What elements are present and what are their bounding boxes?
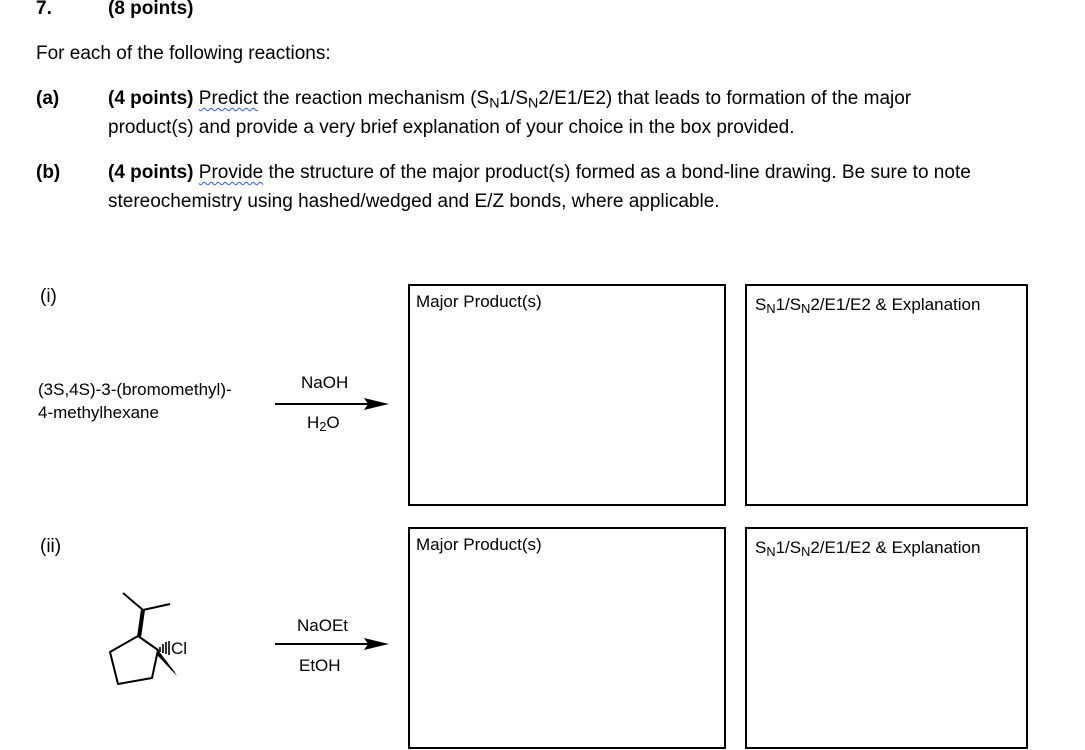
reaction-i-label: (i) [40, 286, 57, 307]
reaction-i-mechanism-box-label: $S_N1/S_N2/E1/E2$ & Explanation [755, 295, 981, 317]
reaction-ii-mechanism-box-label: $S_N1/S_N2/E1/E2$ & Explanation [755, 538, 981, 560]
part-b-label: (b) [36, 162, 61, 183]
reaction-i-product-box-label: Major Product(s) [416, 292, 542, 311]
reaction-i-reagent-above: NaOH [301, 373, 349, 392]
part-a-sn-inline: 1/S [499, 88, 529, 109]
reaction-ii-label: (ii) [40, 536, 62, 557]
part-a-line2: product(s) and provide a very brief explanation of your choice in the box provided. [108, 117, 795, 138]
question-points: (8 points) [108, 0, 194, 19]
reaction-ii-reagent-above: NaOEt [297, 616, 349, 635]
reaction-ii-product-box[interactable] [408, 527, 726, 749]
chlorine-label: Cl [171, 639, 188, 658]
reaction-ii-mechanism-box[interactable] [745, 527, 1028, 749]
reaction-ii-product-box-label: Major Product(s) [416, 535, 542, 554]
reaction-i-reagent-below: $H_2O$ [307, 413, 340, 435]
part-a-text-2: ) that leads to formation of the major [605, 88, 912, 109]
reaction-i-substrate-line2: 4-methylhexane [38, 403, 159, 422]
part-a-sn-mid: 2/E1/E2 [538, 88, 606, 109]
reaction-i-substrate-line1: (3S,4S)-3-(bromomethyl)- [38, 380, 232, 399]
part-a-sub-n1: N [489, 95, 500, 112]
part-b-verb: Provide [198, 162, 264, 183]
part-a-text-1: the reaction mechanism (S [257, 88, 490, 109]
reaction-ii-reagent-below: EtOH [299, 656, 341, 675]
part-a-sub-n2: N [528, 95, 539, 112]
part-a-points: (4 points) [108, 88, 194, 109]
part-b-points: (4 points) [108, 162, 194, 183]
intro-text: For each of the following reactions: [36, 43, 331, 64]
part-b-line2: stereochemistry using hashed/wedged and E/Z bonds, where applicable. [108, 191, 720, 212]
part-b-text-1: the structure of the major product(s) formed as a bond-line drawing. Be sure to note [263, 162, 971, 183]
question-number: 7. [36, 0, 52, 19]
part-a-label: (a) [36, 88, 60, 109]
part-a-verb: Predict [198, 88, 258, 109]
